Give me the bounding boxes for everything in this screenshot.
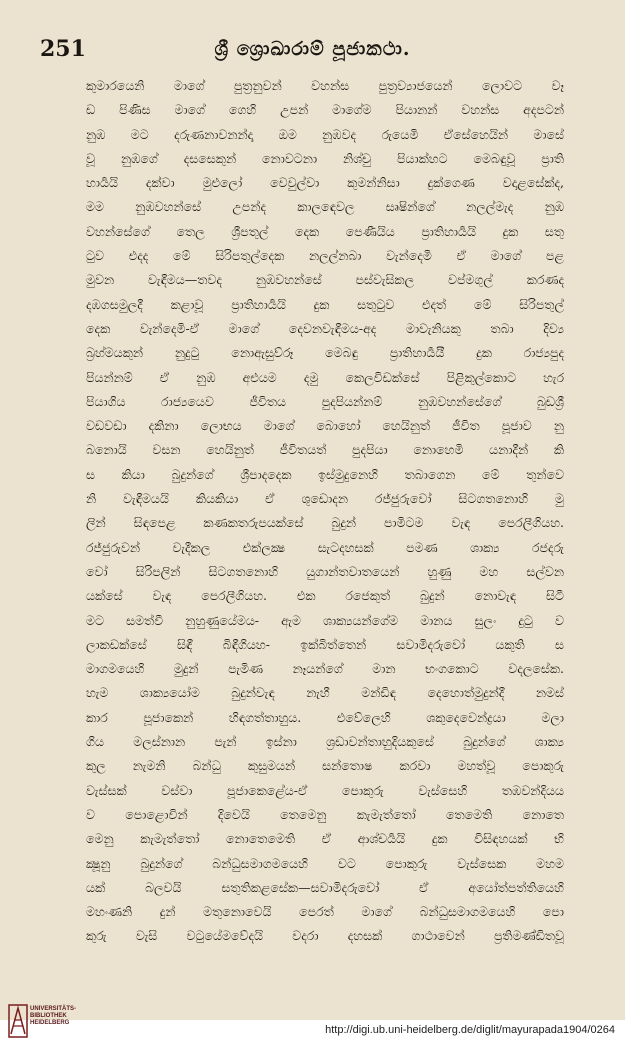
running-title: ශ්‍රී ශ්‍රොඛාරාම් පූජාකථා. — [214, 38, 411, 60]
text-line: වඩවඩා දකිනා ලොභය මාගේ බොහෝ හෙයිනුත් ජීවිත පූජාව නු — [86, 418, 564, 434]
text-line: නුඹ මට දරුණනාවනන්දෘ ඔම නුඹවද රුයෙමි ඒසේහෙයින් මාසේ — [86, 126, 564, 142]
logo-line: HEIDELBERG — [30, 1020, 70, 1026]
text-line: කාර පූජාකෙන් හිඳගත්තාහුය. එවේලෙහි ශකුදෙවෙන්ද්‍රයා මලා — [86, 709, 564, 725]
text-line: යක්සේ වැඳ පෙරලීගියහ. එක රජෙකුත් බුදුන් නොවැඳ සිටී — [86, 588, 564, 604]
text-line: කුමාරයෙනි මාගේ පුත්‍රනුවන් වහන්ස පුත්‍රව්‍යාජයෙන් ලොවට වෑ — [86, 78, 564, 93]
text-line: ලාකඩක්සේ සිඳී බිඳීගියහ- ඉක්බිත්තෙන් සවාමිදරුවෝ යකුති ස — [86, 636, 564, 652]
text-line: ක්‍ෂූනු බුදුන්ගේ බන්ධුසමාගමයෙහි වට පොකුරු වැස්සෙක මහම — [86, 855, 564, 871]
source-url-link[interactable]: http://digi.ub.uni-heidelberg.de/diglit/mayurapada1904/0264 — [325, 1024, 615, 1036]
text-line: ව පොළොවින් දිවෙයි තෙමෙනු කැමැත්තෝ තෙමෙති නොතෙ — [86, 806, 564, 822]
text-line: දෙක වැන්දෙමි-ඒ මාගේ දෙවනවැඳීමය-අද මාවැනියකු තබා දිව්‍ය — [86, 320, 564, 336]
text-line: මම නුඹවහන්සේ උපන්ද කාලඳෙවල සෘෂින්ගේ නලල්මැද නුඹ — [86, 199, 564, 215]
library-emblem-icon — [8, 1004, 28, 1038]
text-line: වහන්සේගේ තෙල ශ්‍රීපතුල් දෙක පෙණීයිය ප්‍රාතිහාර්‍යයි දුක සතු — [86, 223, 564, 239]
text-line: කුල නැමනි බන්ධු කුසුමයන් සන්තොෂ කරවා මහත්වූ පොකුරු — [86, 758, 564, 774]
text-line: පියන්නම් ඒ නුඹ අළුයම දමු කෙලවිඩක්සේ පිළිකුල්කොට හැර — [86, 369, 564, 385]
text-line: මාගමයෙහි මුදුන් පැමිණ නෑයන්ගේ මාන භංගකොට වදලසේක. — [86, 661, 564, 677]
text-line: රජ්ජුරුවන් වැදීකල එක්ලක්‍ෂ සැටදහසක් පමණ ශාක්‍ය රජදරු — [86, 539, 564, 555]
text-line: මට සමත්වී නුහුණුයේමය- ඇම ශාක්‍යයන්ගේම මානය සුලං දුටු ව — [86, 612, 564, 628]
text-line: දඹගසමුලදී කළාවූ ප්‍රාතිහාර්‍යයි දුක සතුටුව එදත් මේ සිරිපතුල් — [86, 296, 564, 312]
text-line: හැම ශාක්‍යයෝම බුදුන්වැඳ නැහී මන්ඩිඳ දෙහොත්මුදුන්දී නමස් — [86, 685, 564, 701]
text-line: ස කියා බුදුන්ගේ ශ්‍රීපාදදෙක ඉස්මුදුනෙහි තබාගෙන මේ තුන්වෙ — [86, 466, 564, 482]
text-line: වැස්සක් වස්වා පූජාකෙළේය-ඒ පොකුරු වැස්සෙහි තඹවන්දියය — [86, 782, 564, 798]
text-line: මෙනු කැමැත්තෝ නොතෙමෙති ඒ ආශ්චර්‍යයි දුක විසිඳහයක් භි — [86, 831, 564, 847]
text-line: කුරු වැසි වටුයේමවේදයි වදරා දහසක් ගාථාවෙන් ප්‍රතිමණ්ඩිතවූ — [86, 928, 564, 944]
logo-text — [30, 1006, 77, 1027]
text-line: මහංණනි දුන් මතුනොවෙයි පෙරත් මාගේ බන්ධුසමාගමයෙහි පො — [86, 904, 564, 920]
logo-line: UNIVERSITÄTS- — [30, 1006, 77, 1012]
page-number: 251 — [40, 36, 86, 62]
logo-line: BIBLIOTHEK — [30, 1013, 67, 1019]
text-line: නි වැඳීමයයි කියකියා ඒ ශුඩොදන රජ්ජුරුවෝ සිටගතනොහි මු — [86, 491, 564, 507]
text-line: බ්‍රහ්මයකුන් නුදුටු නොඇසුව්රූ මෙබඳු ප්‍රාතිහාර්‍යයී දුක රාජ්‍යපුද — [86, 345, 564, 361]
text-line: ලින් සිඳපෙළ කණකතරුපයක්සේ බුදුන් පාමිටම වැඳ පෙරලීගියහ. — [86, 515, 564, 531]
body-text — [86, 74, 564, 949]
text-line: යක් බලවයි සතුතිකළසේක—සවාමිදරුවෝ ඒ අයෝත්පත්තියෙහි — [86, 879, 564, 895]
text-line: වූ නුඹගේ දසසෙකුන් නොවටනා නිශ්චු පියාක්හට මෙබඳුවූ ප්‍රාති — [86, 150, 564, 166]
text-line: ඩ පිණිස මාගේ ගෙහි උපන් මාගේම පියානන් වහන්ස අදපටන් — [86, 102, 564, 118]
university-library-logo[interactable] — [8, 1000, 77, 1044]
page-header — [40, 36, 585, 70]
text-line: ටුව එදද මේ සිරිපතුල්දෙක නලල්නබා වැන්දෙමි ඒ මාගේ පළ — [86, 248, 564, 264]
text-line: ගිය මලස්නාන පැන් ඉස්නා ශ්‍රඩාවන්තාහුදියකුසේ බුදුන්ගේ ශාක්‍ය — [86, 734, 564, 750]
text-line: හාර්‍යයි දක්වා මුළුලෝ වෙවුල්වා කුමන්නිසා දුක්ගෙණ වදාළසේක්ද, — [86, 175, 564, 191]
text-line: පියාගිය රාජ්‍යයෙව ජීවිතය පුදපියන්නම් නුඹවහන්සේගේ බුඩශ්‍රී — [86, 393, 564, 409]
text-line: වෝ සිරිපලින් සිටගතනොහි යුගාන්තවාතයෙන් හුණු මහ සල්වන — [86, 563, 564, 579]
text-line: මුවන වැඳීමය—තවද නුඹවහන්සේ පස්වැසිකල වප්මගුල් කරණද — [86, 272, 564, 288]
text-line: බනොයි වසන හෙයිනුත් ජීවිතයත් පුදපියා නොහෙමි යනාදීන් කි — [86, 442, 564, 458]
